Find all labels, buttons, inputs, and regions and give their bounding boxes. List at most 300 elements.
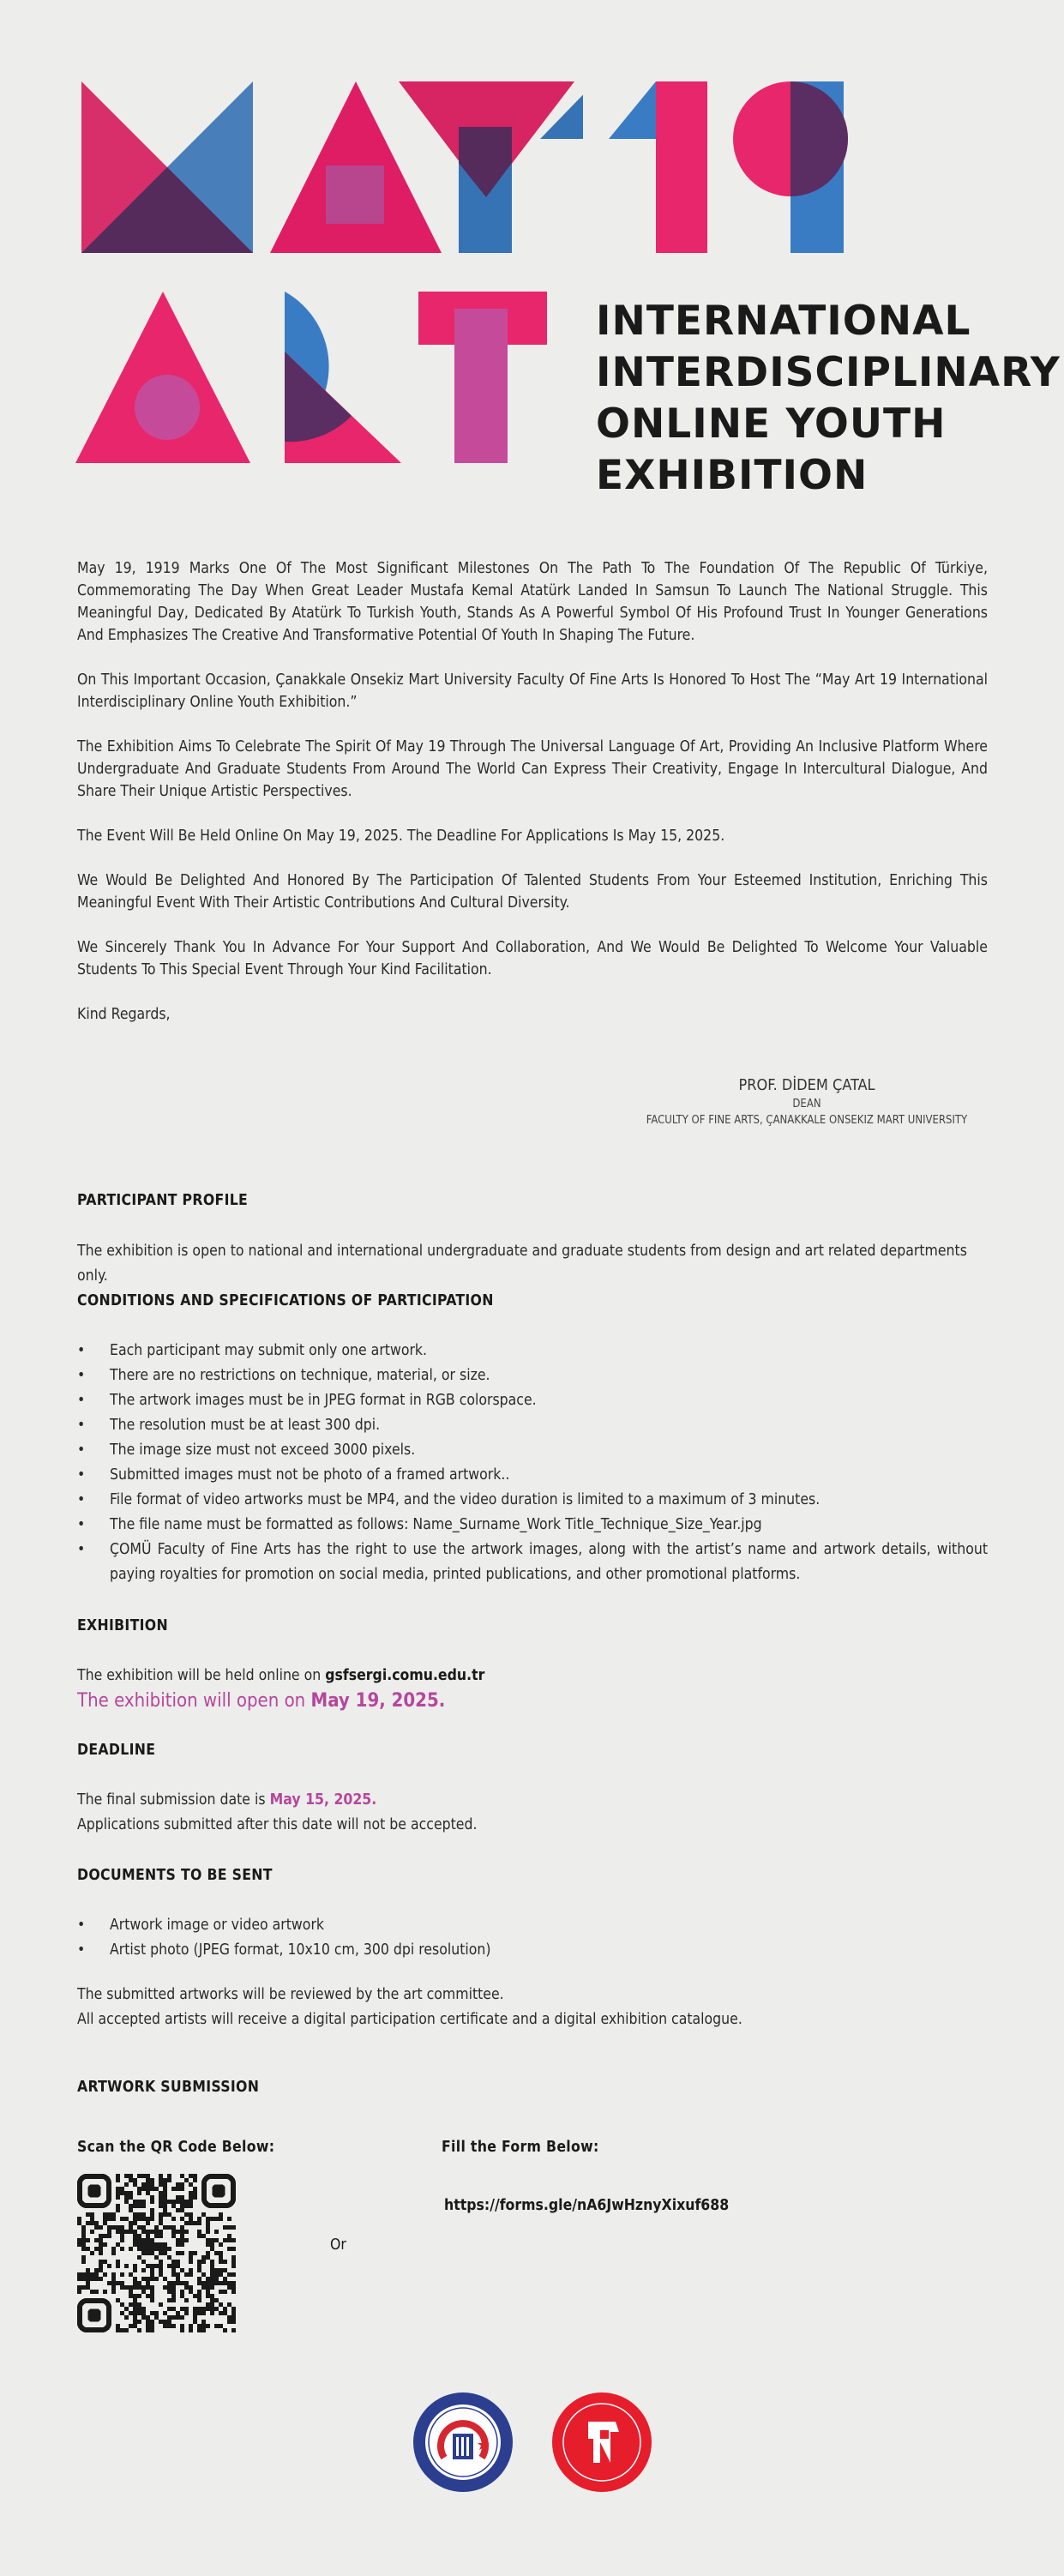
qr-module: [159, 2204, 163, 2208]
qr-module: [150, 2268, 154, 2272]
qr-label: Scan the QR Code Below:: [77, 2139, 275, 2156]
qr-module: [219, 2311, 223, 2315]
qr-module: [206, 2277, 210, 2281]
qr-module: [210, 2277, 214, 2281]
qr-module: [137, 2217, 141, 2221]
qr-module: [193, 2174, 197, 2178]
qr-module: [137, 2234, 141, 2238]
qr-module: [210, 2285, 214, 2290]
qr-module: [137, 2191, 141, 2195]
qr-module: [227, 2272, 231, 2277]
qr-module: [231, 2328, 236, 2332]
qr-module: [141, 2238, 146, 2242]
qr-module: [141, 2204, 146, 2208]
qr-module: [154, 2311, 159, 2315]
list-item: • Each participant may submit only one artwork.: [77, 1339, 988, 1363]
qr-module: [133, 2311, 137, 2315]
qr-module: [86, 2277, 90, 2281]
qr-module: [124, 2230, 129, 2234]
qr-module: [180, 2290, 184, 2294]
qr-module: [141, 2230, 146, 2234]
qr-module: [227, 2302, 231, 2307]
qr-module: [81, 2242, 86, 2247]
qr-module: [154, 2234, 159, 2238]
qr-module: [133, 2277, 137, 2281]
qr-module: [120, 2217, 124, 2221]
qr-module: [206, 2307, 210, 2311]
logo-nineteen: [592, 69, 866, 266]
qr-module: [137, 2311, 141, 2315]
exhibition-title: [596, 296, 1061, 502]
list-item: • The resolution must be at least 300 dpi.: [77, 1413, 988, 1438]
qr-module: [159, 2191, 163, 2195]
qr-module: [86, 2268, 90, 2272]
qr-module: [189, 2255, 193, 2260]
qr-module: [193, 2294, 197, 2298]
qr-module: [159, 2268, 163, 2272]
qr-module: [146, 2230, 150, 2234]
qr-module: [163, 2242, 167, 2247]
title-line: EXHIBITION: [596, 452, 869, 499]
qr-module: [223, 2307, 227, 2311]
qr-module: [137, 2242, 141, 2247]
qr-module: [189, 2195, 193, 2200]
qr-module: [171, 2324, 176, 2328]
qr-module: [129, 2208, 133, 2212]
qr-module: [141, 2285, 146, 2290]
qr-module: [219, 2212, 223, 2217]
qr-module: [189, 2174, 193, 2178]
qr-module: [81, 2230, 86, 2234]
qr-module: [189, 2260, 193, 2264]
qr-module: [176, 2195, 180, 2200]
qr-module: [159, 2230, 163, 2234]
qr-module: [219, 2260, 223, 2264]
qr-module: [103, 2212, 107, 2217]
qr-module: [133, 2307, 137, 2311]
qr-module: [120, 2187, 124, 2191]
qr-module: [124, 2200, 129, 2204]
qr-module: [94, 2268, 99, 2272]
qr-module: [146, 2315, 150, 2320]
qr-module: [163, 2182, 167, 2187]
qr-module: [146, 2294, 150, 2298]
qr-module: [146, 2182, 150, 2187]
qr-module: [129, 2324, 133, 2328]
qr-module: [146, 2238, 150, 2242]
exhibition-line-text: The exhibition will be held online on: [77, 1667, 326, 1684]
qr-module: [171, 2268, 176, 2272]
qr-module: [77, 2238, 81, 2242]
qr-module: [167, 2320, 171, 2324]
qr-module: [167, 2264, 171, 2268]
qr-module: [154, 2277, 159, 2281]
qr-module: [159, 2260, 163, 2264]
qr-module: [210, 2294, 214, 2298]
qr-module: [201, 2260, 206, 2264]
qr-module: [137, 2255, 141, 2260]
qr-module: [180, 2187, 184, 2191]
qr-module: [77, 2272, 81, 2277]
qr-module: [90, 2251, 94, 2255]
qr-module: [163, 2320, 167, 2324]
qr-module: [141, 2315, 146, 2320]
qr-module: [163, 2225, 167, 2230]
qr-module: [90, 2217, 94, 2221]
qr-module: [176, 2238, 180, 2242]
qr-module: [133, 2294, 137, 2298]
list-item: • Artist photo (JPEG format, 10x10 cm, 300 dpi resolution): [77, 1938, 988, 1963]
qr-module: [193, 2251, 197, 2255]
exhibition-url-link[interactable]: gsfsergi.comu.edu.tr: [325, 1667, 485, 1684]
qr-module: [231, 2320, 236, 2324]
qr-module: [206, 2302, 210, 2307]
qr-module: [180, 2174, 184, 2178]
qr-module: [86, 2212, 90, 2217]
qr-module: [210, 2238, 214, 2242]
qr-module: [141, 2268, 146, 2272]
qr-module: [81, 2225, 86, 2230]
qr-module: [86, 2285, 90, 2290]
qr-module: [137, 2307, 141, 2311]
qr-module: [124, 2285, 129, 2290]
qr-module: [231, 2290, 236, 2294]
qr-module: [124, 2195, 129, 2200]
signatory-title: DEAN: [792, 1098, 821, 1110]
qr-module: [150, 2247, 154, 2251]
qr-module: [189, 2324, 193, 2328]
qr-module: [124, 2328, 129, 2332]
qr-module: [150, 2212, 154, 2217]
qr-module: [133, 2230, 137, 2234]
qr-module: [111, 2217, 116, 2221]
qr-module: [116, 2187, 120, 2191]
qr-module: [176, 2182, 180, 2187]
qr-module: [116, 2260, 120, 2264]
qr-module: [141, 2251, 146, 2255]
qr-module: [180, 2234, 184, 2238]
qr-module: [189, 2221, 193, 2225]
qr-module: [197, 2281, 201, 2285]
qr-module: [189, 2272, 193, 2277]
qr-module: [197, 2234, 201, 2238]
qr-module: [227, 2238, 231, 2242]
submission-heading: ARTWORK SUBMISSION: [77, 2079, 260, 2096]
qr-module: [171, 2272, 176, 2277]
qr-module: [141, 2277, 146, 2281]
qr-module: [223, 2328, 227, 2332]
documents-notes: [77, 1983, 988, 2032]
qr-module: [133, 2281, 137, 2285]
qr-module: [163, 2277, 167, 2281]
qr-module: [116, 2208, 120, 2212]
qr-module: [141, 2182, 146, 2187]
qr-module: [77, 2221, 81, 2225]
qr-module: [171, 2204, 176, 2208]
qr-module: [159, 2247, 163, 2251]
qr-module: [201, 2212, 206, 2217]
qr-module: [159, 2264, 163, 2268]
qr-module: [210, 2268, 214, 2272]
qr-module: [150, 2217, 154, 2221]
qr-module: [111, 2251, 116, 2255]
qr-module: [99, 2242, 103, 2247]
qr-module: [184, 2285, 189, 2290]
qr-module: [180, 2324, 184, 2328]
qr-module: [231, 2247, 236, 2251]
qr-module: [197, 2294, 201, 2298]
qr-module: [129, 2290, 133, 2294]
qr-module: [223, 2268, 227, 2272]
qr-module: [107, 2234, 111, 2238]
qr-module: [171, 2290, 176, 2294]
qr-module: [141, 2212, 146, 2217]
qr-module: [129, 2272, 133, 2277]
qr-module: [133, 2320, 137, 2324]
qr-module: [146, 2251, 150, 2255]
qr-module: [159, 2200, 163, 2204]
qr-module: [150, 2251, 154, 2255]
qr-module: [129, 2247, 133, 2251]
qr-module: [163, 2195, 167, 2200]
qr-module: [180, 2281, 184, 2285]
qr-module: [129, 2191, 133, 2195]
qr-module: [180, 2268, 184, 2272]
qr-module: [154, 2255, 159, 2260]
list-item: • The image size must not exceed 3000 pixels.: [77, 1438, 988, 1463]
qr-module: [141, 2225, 146, 2230]
qr-module: [146, 2178, 150, 2182]
qr-module: [184, 2204, 189, 2208]
qr-module: [214, 2307, 219, 2311]
qr-module: [180, 2200, 184, 2204]
qr-module: [163, 2191, 167, 2195]
qr-module: [210, 2264, 214, 2268]
qr-module: [231, 2307, 236, 2311]
qr-module: [231, 2285, 236, 2290]
qr-module: [231, 2281, 236, 2285]
qr-module: [167, 2324, 171, 2328]
qr-module: [176, 2200, 180, 2204]
documents-note: The submitted artworks will be reviewed by the art committee.: [77, 1986, 504, 2003]
qr-module: [124, 2217, 129, 2221]
qr-module: [223, 2260, 227, 2264]
qr-module: [150, 2311, 154, 2315]
qr-module: [77, 2285, 81, 2290]
qr-module: [77, 2242, 81, 2247]
qr-module: [167, 2298, 171, 2302]
qr-module: [116, 2264, 120, 2268]
letter-body: [77, 557, 988, 1048]
conditions-list-wrap: [77, 1339, 988, 1587]
qr-module: [214, 2272, 219, 2277]
qr-module: [137, 2285, 141, 2290]
qr-code[interactable]: [77, 2174, 236, 2332]
qr-module: [197, 2217, 201, 2221]
qr-module: [231, 2260, 236, 2264]
qr-module: [129, 2311, 133, 2315]
qr-module: [210, 2217, 214, 2221]
qr-module: [189, 2251, 193, 2255]
qr-module: [167, 2290, 171, 2294]
qr-module: [189, 2268, 193, 2272]
qr-module: [129, 2285, 133, 2290]
documents-list-wrap: [77, 1913, 988, 1963]
qr-module: [94, 2247, 99, 2251]
qr-module: [184, 2281, 189, 2285]
qr-module: [146, 2285, 150, 2290]
qr-module: [150, 2230, 154, 2234]
qr-module: [146, 2324, 150, 2328]
qr-module: [189, 2204, 193, 2208]
qr-module: [129, 2230, 133, 2234]
qr-module: [107, 2281, 111, 2285]
qr-module: [133, 2315, 137, 2320]
qr-module: [219, 2242, 223, 2247]
qr-module: [193, 2320, 197, 2324]
qr-module: [214, 2268, 219, 2272]
qr-module: [176, 2230, 180, 2234]
qr-module: [124, 2307, 129, 2311]
qr-module: [146, 2242, 150, 2247]
signatory-name: PROF. DİDEM ÇATAL: [738, 1076, 875, 1094]
qr-module: [124, 2264, 129, 2268]
qr-module: [111, 2277, 116, 2281]
qr-module: [120, 2285, 124, 2290]
qr-module: [99, 2260, 103, 2264]
qr-module: [154, 2230, 159, 2234]
qr-module: [103, 2260, 107, 2264]
qr-module: [163, 2208, 167, 2212]
qr-module: [81, 2255, 86, 2260]
qr-module: [99, 2277, 103, 2281]
qr-module: [103, 2217, 107, 2221]
qr-module: [214, 2230, 219, 2234]
qr-module: [227, 2315, 231, 2320]
qr-module: [150, 2298, 154, 2302]
qr-module: [133, 2200, 137, 2204]
qr-module: [214, 2281, 219, 2285]
qr-module: [146, 2174, 150, 2178]
qr-module: [137, 2328, 141, 2332]
qr-module: [90, 2272, 94, 2277]
qr-module: [163, 2204, 167, 2208]
qr-module: [176, 2272, 180, 2277]
qr-module: [171, 2225, 176, 2230]
qr-module: [137, 2200, 141, 2204]
qr-module: [107, 2217, 111, 2221]
qr-module: [189, 2200, 193, 2204]
qr-module: [150, 2272, 154, 2277]
qr-module: [141, 2290, 146, 2294]
qr-module: [171, 2294, 176, 2298]
qr-module: [180, 2251, 184, 2255]
qr-module: [81, 2234, 86, 2238]
qr-module: [184, 2272, 189, 2277]
deadline-text: The final submission date is: [77, 1791, 270, 1809]
qr-module: [120, 2230, 124, 2234]
qr-module: [180, 2294, 184, 2298]
qr-module: [167, 2255, 171, 2260]
qr-module: [189, 2290, 193, 2294]
conditions-list: [77, 1339, 988, 1587]
qr-module: [171, 2260, 176, 2264]
qr-module: [210, 2307, 214, 2311]
qr-module: [107, 2212, 111, 2217]
letter-paragraph: On This Important Occasion, Çanakkale Onsekiz Mart University Faculty Of Fine Arts Is Honored To Host The “May Art 19 International Interdisciplinary Online Youth Exhibition.”: [77, 671, 988, 711]
qr-module: [163, 2285, 167, 2290]
qr-module: [163, 2178, 167, 2182]
or-separator: Or: [330, 2236, 346, 2254]
qr-module: [141, 2311, 146, 2315]
qr-module: [167, 2174, 171, 2178]
qr-module: [124, 2174, 129, 2178]
qr-module: [116, 2195, 120, 2200]
qr-module: [214, 2298, 219, 2302]
qr-module: [214, 2251, 219, 2255]
deadline-note: Applications submitted after this date will not be accepted.: [77, 1816, 478, 1833]
qr-module: [201, 2281, 206, 2285]
qr-module: [197, 2307, 201, 2311]
qr-module: [159, 2251, 163, 2255]
qr-module: [206, 2251, 210, 2255]
qr-module: [176, 2251, 180, 2255]
qr-module: [193, 2315, 197, 2320]
qr-module: [206, 2324, 210, 2328]
qr-module: [210, 2281, 214, 2285]
qr-module: [223, 2290, 227, 2294]
qr-module: [129, 2178, 133, 2182]
qr-module: [116, 2225, 120, 2230]
qr-module: [167, 2178, 171, 2182]
qr-module: [129, 2221, 133, 2225]
list-item: • Submitted images must not be photo of a framed artwork..: [77, 1463, 988, 1488]
qr-module: [227, 2281, 231, 2285]
qr-module: [227, 2247, 231, 2251]
conditions-heading: CONDITIONS AND SPECIFICATIONS OF PARTICIPATION: [77, 1292, 494, 1309]
qr-module: [167, 2247, 171, 2251]
qr-module: [167, 2285, 171, 2290]
qr-module: [197, 2290, 201, 2294]
letter-paragraph: We Would Be Delighted And Honored By The Participation Of Talented Students From Your Esteemed Institution, Enriching This Meaningful Event With Their Artistic Contributions And Cultural Diversity.: [77, 872, 988, 912]
qr-module: [180, 2182, 184, 2187]
qr-module: [120, 2238, 124, 2242]
qr-module: [171, 2285, 176, 2290]
qr-module: [150, 2208, 154, 2212]
qr-module: [146, 2234, 150, 2238]
qr-module: [103, 2242, 107, 2247]
logo-a-square: [326, 166, 384, 224]
deadline-info: [77, 1788, 988, 1838]
qr-module: [159, 2234, 163, 2238]
qr-module: [193, 2195, 197, 2200]
qr-module: [163, 2247, 167, 2251]
qr-module: [197, 2298, 201, 2302]
qr-module: [99, 2247, 103, 2251]
qr-module: [103, 2290, 107, 2294]
qr-module: [201, 2328, 206, 2332]
qr-module: [219, 2251, 223, 2255]
qr-module: [116, 2178, 120, 2182]
qr-module: [210, 2260, 214, 2264]
form-url-link[interactable]: https://forms.gle/nA6JwHznyXixuf688: [444, 2197, 730, 2214]
exhibition-open-text: The exhibition will open on: [77, 1690, 311, 1712]
qr-module: [146, 2247, 150, 2251]
qr-module: [107, 2264, 111, 2268]
exhibition-info: [77, 1664, 988, 1713]
qr-module: [86, 2247, 90, 2251]
qr-module: [137, 2247, 141, 2251]
